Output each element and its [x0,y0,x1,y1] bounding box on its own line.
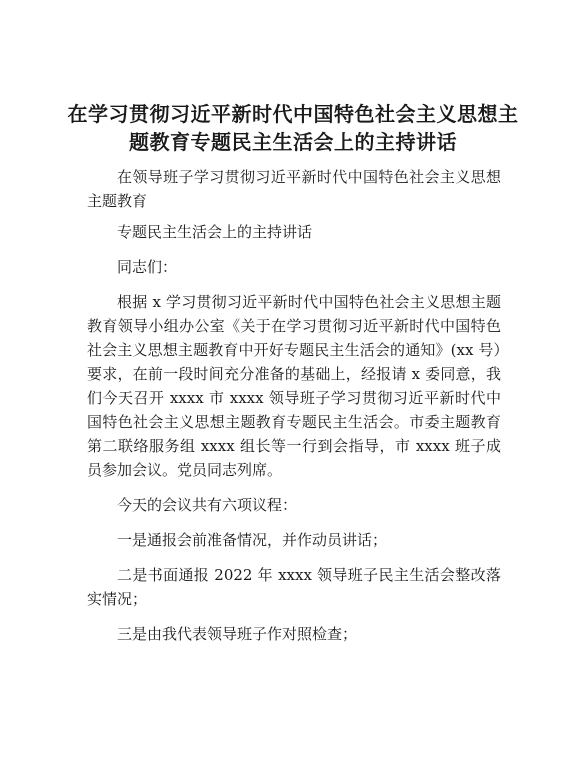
document-body [87,165,501,657]
paragraph-intro-line2: 专题民主生活会上的主持讲话 [117,223,313,241]
paragraph-main: 根据 x 学习贯彻习近平新时代中国特色社会主义思想主题教育领导小组办公室《关于在学习贯彻习近平新时代中国特色社会主义思想主题教育中开好专题民主生活会的通知》(xx 号）要求，在前一段时间充分准备的基础上，经报请 x 委同意，我们今天召开 xxxx 市 xxxx 领导班子学习贯彻习近平新时代中国特色社会主义思想主题教育专题民主生活会。市委主题教育第二联络服务组 xxxx 组长等一行到会指导，市 xxxx 班子成员参加会议。党员同志列席。 [87,293,501,479]
paragraph-salutation: 同志们： [117,258,178,276]
paragraph-agenda-item-3: 三是由我代表领导班子作对照检查； [117,625,358,643]
paragraph-agenda-item-1: 一是通报会前准备情况，并作动员讲话； [117,531,388,549]
paragraph-agenda-item-2: 二是书面通报 2022 年 xxxx 领导班子民主生活会整改落实情况； [87,566,501,608]
paragraph-intro-line1: 在领导班子学习贯彻习近平新时代中国特色社会主义思想主题教育 [87,168,501,210]
paragraph-agenda-intro: 今天的会议共有六项议程： [117,496,298,514]
document-title: 在学习贯彻习近平新时代中国特色社会主义思想主题教育专题民主生活会上的主持讲话 [67,102,519,154]
